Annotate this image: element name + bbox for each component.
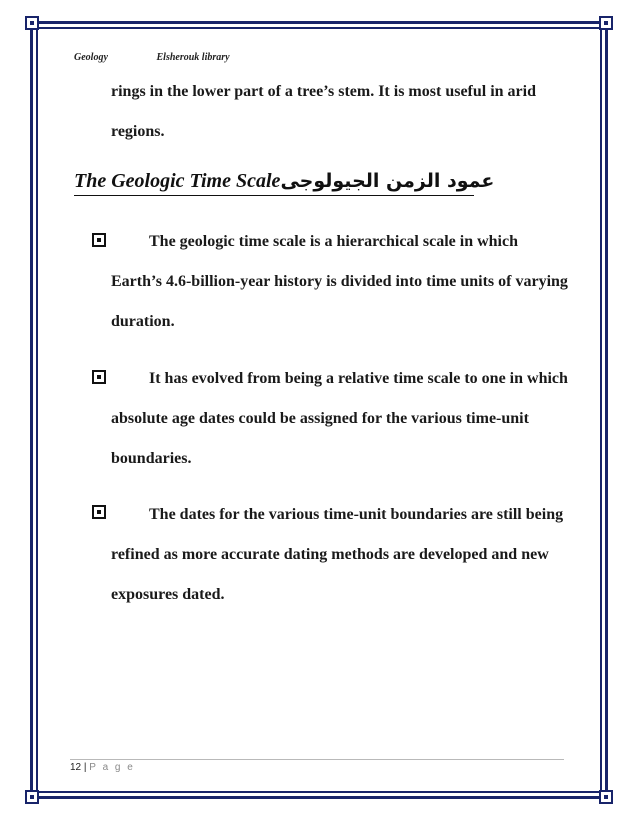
header-subject: Geology bbox=[74, 52, 108, 63]
footer-divider bbox=[70, 759, 564, 760]
page-footer bbox=[70, 762, 135, 773]
list-item-2: It has evolved from being a relative time scale to one in which absolute age dates could be assigned for the various time-unit boundaries. bbox=[111, 370, 568, 467]
section-title bbox=[74, 170, 495, 196]
list-item-3: The dates for the various time-unit boundaries are still being refined as more accurate dating methods are developed and new exposures dated. bbox=[111, 506, 564, 603]
section-title-english: The Geologic Time Scale bbox=[74, 170, 281, 192]
page-header bbox=[74, 52, 230, 63]
header-library: Elsherouk library bbox=[156, 52, 230, 63]
square-bullet-icon bbox=[92, 505, 106, 519]
square-bullet-icon bbox=[92, 233, 106, 247]
corner-ornament-top-left bbox=[25, 16, 39, 30]
intro-paragraph: rings in the lower part of a tree’s stem. It is most useful in arid regions. bbox=[111, 83, 536, 140]
footer-separator: | bbox=[83, 762, 87, 773]
corner-ornament-top-right bbox=[599, 16, 613, 30]
corner-ornament-bottom-left bbox=[25, 790, 39, 804]
section-title-arabic: عمود الزمن الجيولوجى bbox=[280, 170, 495, 192]
square-bullet-icon bbox=[92, 370, 106, 384]
page-number: 12 bbox=[70, 762, 82, 773]
page-label: P a g e bbox=[89, 762, 135, 773]
corner-ornament-bottom-right bbox=[599, 790, 613, 804]
list-item-1: The geologic time scale is a hierarchical scale in which Earth’s 4.6-billion-year history is divided into time units of varying duration. bbox=[111, 233, 568, 330]
